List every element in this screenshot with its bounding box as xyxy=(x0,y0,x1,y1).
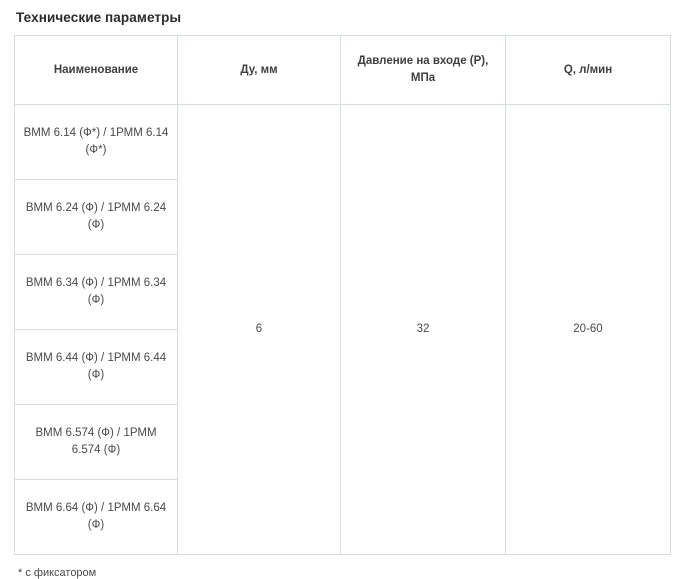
cell-dy-merged: 6 xyxy=(178,105,341,555)
cell-flow-merged: 20-60 xyxy=(506,105,671,555)
cell-product-name: ВММ 6.574 (Ф) / 1РММ 6.574 (Ф) xyxy=(15,405,178,480)
column-header-pressure: Давление на входе (Р), МПа xyxy=(341,36,506,105)
cell-product-name: ВММ 6.34 (Ф) / 1РММ 6.34 (Ф) xyxy=(15,255,178,330)
column-header-name: Наименование xyxy=(15,36,178,105)
column-header-flow: Q, л/мин xyxy=(506,36,671,105)
cell-pressure-merged: 32 xyxy=(341,105,506,555)
cell-product-name: ВММ 6.14 (Ф*) / 1РММ 6.14 (Ф*) xyxy=(15,105,178,180)
column-header-dy: Ду, мм xyxy=(178,36,341,105)
specifications-table xyxy=(14,35,671,555)
table-row xyxy=(15,105,671,180)
cell-product-name: ВММ 6.24 (Ф) / 1РММ 6.24 (Ф) xyxy=(15,180,178,255)
table-header xyxy=(15,36,671,105)
table-body xyxy=(15,105,671,555)
cell-product-name: ВММ 6.44 (Ф) / 1РММ 6.44 (Ф) xyxy=(15,330,178,405)
cell-product-name: ВММ 6.64 (Ф) / 1РММ 6.64 (Ф) xyxy=(15,480,178,555)
table-header-row xyxy=(15,36,671,105)
page-title: Технические параметры xyxy=(16,10,182,25)
table-footnote: * с фиксатором xyxy=(18,567,97,579)
